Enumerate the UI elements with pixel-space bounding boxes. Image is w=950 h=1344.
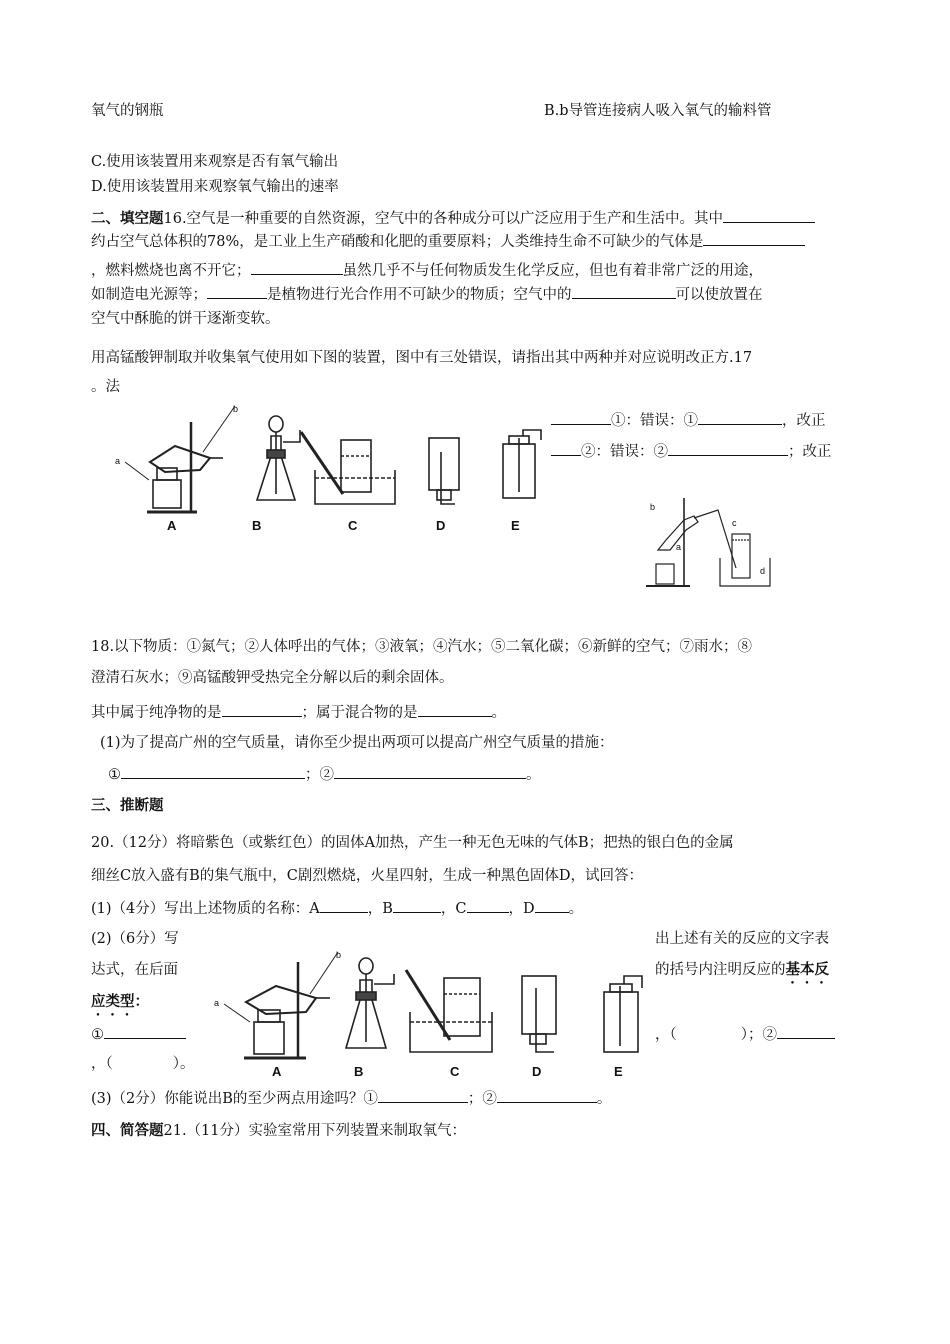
q16-text-d1: 如制造电光源等； — [91, 287, 207, 303]
apparatus2-label-d: D — [532, 1064, 542, 1079]
apparatus2-tag-b: b — [336, 950, 342, 960]
q18-line-2: 澄清石灰水；⑨高锰酸钾受热完全分解以后的剩余固体。 — [91, 670, 454, 686]
q19-mark-1: ① — [108, 767, 121, 783]
setup-tag-a: a — [676, 542, 682, 552]
q20-reaction-1 — [91, 1024, 186, 1045]
q20-use-blank-2[interactable] — [497, 1088, 597, 1103]
q20-p2-colon: ： — [134, 993, 149, 1010]
q16-blank-1[interactable] — [723, 208, 815, 223]
apparatus2-tag-a: a — [214, 998, 220, 1008]
section-heading-short-answer: 四、简答题 — [91, 1122, 164, 1139]
setup-tag-c: c — [732, 518, 737, 528]
apparatus-label-b: B — [252, 518, 262, 533]
apparatus-tag-a: a — [115, 456, 121, 466]
q20-line-2: 细丝C放入盛有B的集气瓶中，C剧烈燃烧，火星四射，生成一种黑色固体D，试回答： — [91, 868, 643, 884]
apparatus-label-d: D — [436, 518, 446, 533]
q20-p1-c: ，C — [440, 901, 467, 917]
q20-part-1 — [91, 898, 583, 919]
q15-option-a-tail: 氧气的钢瓶 — [91, 103, 164, 119]
q16-text-c1: ，燃料燃烧也离不开它； — [91, 263, 251, 279]
section-heading-fill-blank: 二、填空题 — [91, 210, 164, 227]
q18-line-3 — [91, 702, 506, 723]
q15-option-d: D.使用该装置用来观察氧气输出的速率 — [91, 179, 339, 195]
q16-text-a: 16.空气是一种重要的自然资源，空气中的各种成分可以广泛应用于生产和生活中。其中 — [163, 211, 724, 227]
q20-reaction-blank-1[interactable] — [104, 1024, 186, 1039]
q20-use-blank-1[interactable] — [378, 1088, 468, 1103]
q17-row2-end: ；改正 — [788, 444, 832, 460]
apparatus2-label-b: B — [354, 1064, 364, 1079]
q18-pure-label: 其中属于纯净物的是 — [91, 705, 222, 721]
q16-line-3 — [91, 260, 763, 281]
q18-line-1: 18.以下物质：①氮气；②人体呼出的气体；③液氧；④汽水；⑤二氧化碳；⑥新鲜的空气；⑦雨水；⑧ — [91, 639, 753, 655]
q16-text-c2: 虽然几乎不与任何物质发生化学反应，但也有着非常广泛的用途， — [342, 263, 763, 279]
q16-blank-5[interactable] — [572, 284, 676, 299]
q17-blank-2b[interactable] — [668, 441, 788, 456]
q19-line-1: (1)为了提高广州的空气质量，请你至少提出两项可以提高广州空气质量的措施： — [100, 735, 614, 751]
q20-p3-end: 。 — [596, 1091, 612, 1107]
apparatus-label-c: C — [348, 518, 358, 533]
q17-line-2: 。法 — [91, 379, 120, 395]
q16-line-5: 空气中酥脆的饼干逐渐变软。 — [91, 311, 280, 327]
q20-reaction-2-type — [91, 1054, 195, 1074]
q16-text-d3: 可以使放置在 — [675, 287, 763, 303]
q20-blank-c[interactable] — [467, 898, 509, 913]
q20-p2-emphasis-1: 基本反 — [785, 961, 829, 978]
q17-blank-1a[interactable] — [551, 410, 611, 425]
q20-part-2-right-1: 出上述有关的反应的文字表 — [655, 931, 829, 947]
apparatus-figure-2 — [210, 948, 650, 1083]
apparatus2-label-e: E — [614, 1064, 623, 1079]
apparatus-figure-1 — [105, 400, 555, 535]
q16-blank-3[interactable] — [251, 260, 343, 275]
apparatus-label-a: A — [167, 518, 177, 533]
q19-line-2 — [108, 764, 541, 785]
q18-mixture-label: ；属于混合物的是 — [301, 705, 418, 721]
q17-row2-label: ②：错误：② — [581, 444, 668, 460]
q18-mixture-blank[interactable] — [418, 702, 492, 717]
q16-blank-2[interactable] — [703, 231, 805, 246]
q16-line-2 — [91, 231, 805, 252]
q18-period: 。 — [491, 705, 506, 721]
q21-text: 21.（11分）实验室常用下列装置来制取氧气： — [163, 1123, 467, 1139]
q16-line-4 — [91, 284, 763, 305]
q20-part-2-left-3 — [91, 992, 149, 1019]
q20-p3-label: (3)（2分）你能说出B的至少两点用途吗？① — [91, 1091, 378, 1107]
q20-blank-d[interactable] — [535, 898, 569, 913]
setup-tag-d: d — [760, 566, 766, 576]
q16-text-b: 约占空气总体积的78%，是工业上生产硝酸和化肥的重要原料；人类维持生命不可缺少的气体是 — [91, 234, 704, 250]
setup-figure-small — [644, 490, 774, 590]
section-heading-inference: 三、推断题 — [91, 797, 164, 814]
q20-type-open-2: ，（ — [91, 1056, 113, 1072]
q20-mark-1: ① — [91, 1027, 104, 1043]
q17-line-1: 用高锰酸钾制取并收集氧气使用如下图的装置，图中有三处错误，请指出其中两种并对应说明改正方.17 — [91, 350, 753, 366]
q17-row1-label: ①：错误：① — [611, 413, 698, 429]
apparatus-tag-b: b — [233, 404, 239, 414]
q16-blank-4[interactable] — [207, 284, 267, 299]
q20-part-2-right-2 — [655, 960, 829, 987]
q20-type-close-2: ）。 — [172, 1056, 195, 1072]
q17-blank-2a[interactable] — [551, 441, 581, 456]
q20-p1-label: (1)（4分）写出上述物质的名称：A — [91, 901, 320, 917]
q19-blank-2[interactable] — [334, 764, 526, 779]
q20-reaction-1-type — [655, 1024, 835, 1045]
q16-line-1 — [91, 208, 815, 229]
q20-line-1: 20.（12分）将暗紫色（或紫红色）的固体A加热，产生一种无色无味的气体B；把热的银白色的金属 — [91, 835, 734, 851]
q20-p3-sep: ；② — [467, 1091, 497, 1107]
q15-option-c: C.使用该装置用来观察是否有氧气输出 — [91, 154, 339, 170]
q21-line — [91, 1121, 466, 1141]
q20-part-3 — [91, 1088, 611, 1109]
q20-p1-b: ，B — [367, 901, 393, 917]
q20-p1-d: ，D — [508, 901, 535, 917]
q20-p2-emphasis-2: 应类型 — [91, 993, 135, 1010]
q17-blank-1b[interactable] — [698, 410, 782, 425]
q19-mark-2: ；② — [305, 767, 334, 783]
q18-pure-blank[interactable] — [222, 702, 302, 717]
setup-tag-b: b — [650, 502, 656, 512]
q19-period: 。 — [526, 767, 541, 783]
q17-row1-end: ，改正 — [782, 413, 826, 429]
apparatus2-label-c: C — [450, 1064, 460, 1079]
q20-type-open-1: ，（ — [655, 1027, 677, 1043]
apparatus2-label-a: A — [272, 1064, 282, 1079]
q20-reaction-blank-2[interactable] — [777, 1024, 835, 1039]
q20-blank-b[interactable] — [393, 898, 441, 913]
q16-text-d2: 是植物进行光合作用不可缺少的物质；空气中的 — [267, 287, 572, 303]
apparatus-label-e: E — [511, 518, 520, 533]
q20-type-close-1: ）；② — [740, 1027, 777, 1043]
q17-answer-row-1 — [551, 410, 826, 431]
q19-blank-1[interactable] — [121, 764, 305, 779]
q20-part-2-left-1: (2)（6分）写 — [91, 931, 179, 947]
q20-blank-a[interactable] — [320, 898, 368, 913]
q15-option-b: B.b导管连接病人吸入氧气的输料管 — [544, 103, 772, 119]
q17-answer-row-2 — [551, 441, 832, 462]
q20-p1-end: 。 — [568, 901, 584, 917]
q20-p2-right-text: 的括号内注明反应的 — [655, 962, 786, 978]
q20-part-2-left-2: 达式，在后面 — [91, 962, 178, 978]
